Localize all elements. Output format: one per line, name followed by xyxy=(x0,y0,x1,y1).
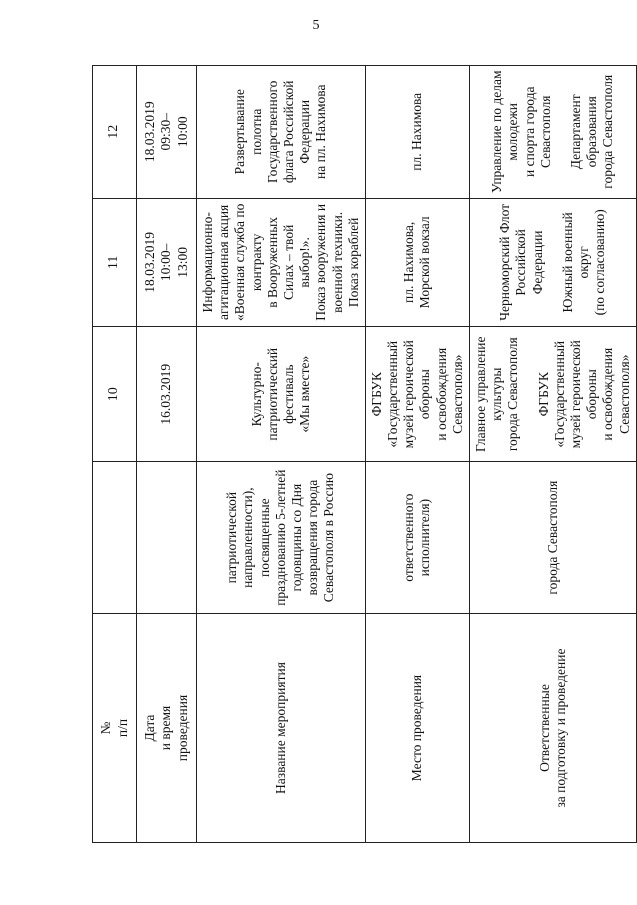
table-row-name xyxy=(197,66,366,843)
cell-line: музей героической xyxy=(401,340,417,449)
cell-line: за подготовку и проведение xyxy=(552,648,568,808)
cell-line: и освобождения xyxy=(433,347,449,441)
cell-line: обороны xyxy=(417,369,433,420)
table-row-place xyxy=(365,66,469,843)
cell-line: Культурно-патриотический фестиваль xyxy=(248,347,296,441)
cell-line: Севастополя» xyxy=(449,354,465,434)
cell-place xyxy=(365,198,469,327)
table-row-date xyxy=(137,66,197,843)
cell-line: Развертывание полотна Государственного xyxy=(232,80,280,183)
cell-line: 18.03.2019 xyxy=(142,101,158,163)
table-row-responsible xyxy=(470,66,637,843)
cell-line: Показ кораблей xyxy=(345,217,361,308)
cell-line: «Мы вместе» xyxy=(297,355,313,433)
cell-date xyxy=(137,66,197,199)
cell-line: 10:00– xyxy=(158,243,174,282)
cell-line: Федерации xyxy=(529,230,545,295)
cell-place xyxy=(365,462,469,614)
cell-line: на пл. Нахимова xyxy=(313,84,329,180)
cell-line: Место проведения xyxy=(409,674,425,782)
table-row-num xyxy=(93,66,137,843)
cell-line: флага Российской Федерации xyxy=(280,80,313,184)
header-date xyxy=(137,614,197,843)
cell-line: Ответственные xyxy=(536,684,552,772)
cell-date xyxy=(137,198,197,327)
cell-line: в Вооруженных Силах – твой выбор!». xyxy=(264,216,313,308)
cell-line: Главное управление культуры xyxy=(473,336,505,452)
cell-line: Показ вооружения и военной техники. xyxy=(313,203,345,321)
cell-name xyxy=(197,66,366,199)
cell-line: Название мероприятия xyxy=(272,662,288,794)
cell-num: 12 xyxy=(93,66,137,199)
cell-line: п/п xyxy=(114,718,130,738)
cell-place xyxy=(365,327,469,462)
table-frame xyxy=(92,65,632,843)
cell-line: Севастополя в Россию xyxy=(321,473,337,603)
cell-num: 11 xyxy=(93,198,137,327)
cell-line: и освобождения Севастополя» xyxy=(600,347,632,441)
cell-line: пл. Нахимова, xyxy=(401,221,417,303)
cell-line: и спорта города Севастополя xyxy=(521,86,553,178)
cell-date xyxy=(137,327,197,462)
cell-responsible xyxy=(470,462,637,614)
cell-line: и время xyxy=(158,705,174,751)
cell-responsible xyxy=(470,198,637,327)
cell-line: (по согласованию) xyxy=(592,209,608,316)
cell-line: 18.03.2019 xyxy=(142,231,158,293)
cell-line: 09:30– xyxy=(158,113,174,151)
cell-line: города Севастополя xyxy=(505,337,521,452)
header-num xyxy=(93,614,137,843)
cell-line: «Военная служба по контракту xyxy=(232,203,264,322)
header-place xyxy=(365,614,469,843)
cell-line: ФГБУК xyxy=(368,372,384,417)
cell-line: 13:00 xyxy=(174,246,190,278)
cell-line: Информационно-агитационная акция xyxy=(200,204,232,320)
cell-num: 10 xyxy=(93,327,137,462)
cell-line: ФГБУК «Государственный xyxy=(535,340,567,448)
cell-place xyxy=(365,66,469,199)
cell-line: посвященные празднованию 5-летней xyxy=(256,469,288,606)
cell-line: годовщины со Дня возвращения города xyxy=(289,479,321,596)
cell-line: Морской вокзал xyxy=(417,216,433,309)
cell-responsible xyxy=(470,327,637,462)
cell-name xyxy=(197,462,366,614)
rotated-table xyxy=(92,65,632,843)
page-number: 5 xyxy=(312,18,320,33)
cell-line: 16.03.2019 xyxy=(158,363,174,425)
cell-line: города Севастополя xyxy=(600,74,616,189)
cell-line: пл. Нахимова xyxy=(409,92,425,171)
cell-line: ответственного xyxy=(401,493,417,582)
cell-line: 10:00 xyxy=(174,116,190,148)
cell-line: Южный военный округ xyxy=(559,212,592,313)
cell-date xyxy=(137,462,197,614)
header-responsible xyxy=(470,614,637,843)
cell-line: Управление по делам молодежи xyxy=(489,70,521,194)
cell-line: проведения xyxy=(174,694,190,762)
cell-line: «Государственный xyxy=(385,340,401,448)
cell-line: города Севастополя xyxy=(544,480,560,595)
cell-line: патриотической направленности), xyxy=(224,487,256,588)
cell-name xyxy=(197,327,366,462)
events-table xyxy=(92,65,637,843)
header-name xyxy=(197,614,366,843)
cell-line: Департамент образования xyxy=(567,94,600,170)
cell-name xyxy=(197,198,366,327)
cell-num xyxy=(93,462,137,614)
cell-line: Черноморский Флот Российской xyxy=(497,203,529,321)
cell-line: музей героической обороны xyxy=(567,340,600,449)
cell-line: Дата xyxy=(142,714,158,742)
cell-line: № xyxy=(98,721,114,735)
cell-line: исполнителя) xyxy=(417,498,433,577)
cell-responsible xyxy=(470,66,637,199)
